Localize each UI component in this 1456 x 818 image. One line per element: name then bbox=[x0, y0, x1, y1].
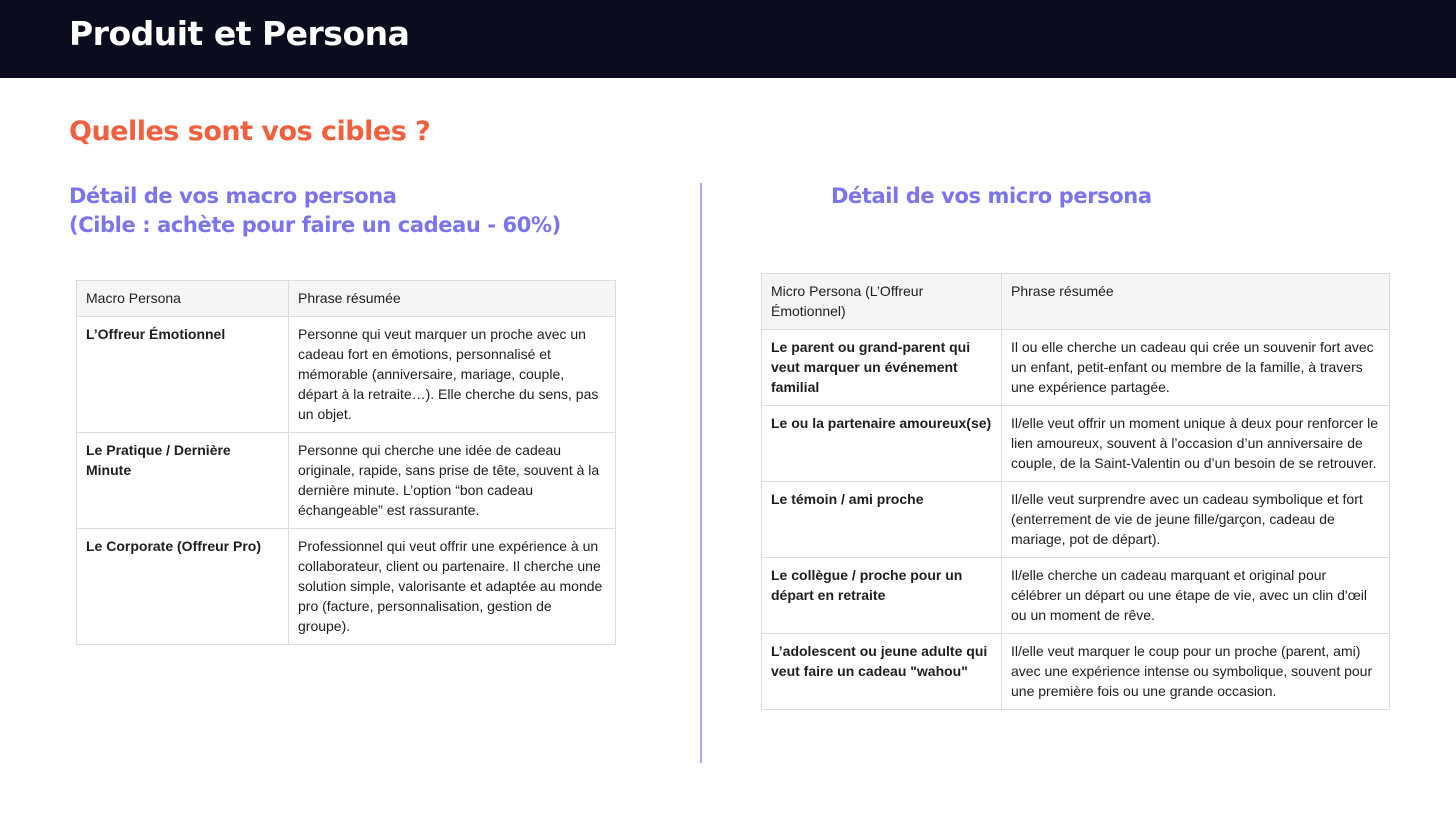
persona-name: L’Offreur Émotionnel bbox=[77, 317, 289, 433]
micro-persona-table bbox=[761, 273, 1390, 710]
vertical-divider bbox=[700, 183, 702, 763]
table-row bbox=[762, 406, 1390, 482]
column-header: Phrase résumée bbox=[289, 281, 616, 317]
persona-summary: Professionnel qui veut offrir une expérience à un collaborateur, client ou partenaire. Il cherche une solution simple, valorisante et adaptée au monde pro (facture, personnalisation, gestion de groupe). bbox=[289, 529, 616, 645]
page-title: Produit et Persona bbox=[69, 14, 410, 53]
micro-persona-heading: Détail de vos micro persona bbox=[831, 184, 1152, 208]
table-row bbox=[77, 317, 616, 433]
macro-heading-line-2: (Cible : achète pour faire un cadeau - 60%) bbox=[69, 213, 561, 237]
table-row bbox=[762, 482, 1390, 558]
persona-summary: Il/elle veut offrir un moment unique à deux pour renforcer le lien amoureux, souvent à l’occasion d’un anniversaire de couple, de la Saint-Valentin ou d’un besoin de se retrouver. bbox=[1002, 406, 1390, 482]
column-header: Phrase résumée bbox=[1002, 274, 1390, 330]
table-header-row bbox=[762, 274, 1390, 330]
column-header: Micro Persona (L’Offreur Émotionnel) bbox=[762, 274, 1002, 330]
column-header: Macro Persona bbox=[77, 281, 289, 317]
macro-heading-line-1: Détail de vos macro persona bbox=[69, 184, 397, 208]
persona-summary: Il ou elle cherche un cadeau qui crée un souvenir fort avec un enfant, petit-enfant ou membre de la famille, à travers une expérience partagée. bbox=[1002, 330, 1390, 406]
persona-summary: Il/elle veut marquer le coup pour un proche (parent, ami) avec une expérience intense ou symbolique, souvent pour une première fois ou une grande occasion. bbox=[1002, 634, 1390, 710]
persona-name: Le ou la partenaire amoureux(se) bbox=[762, 406, 1002, 482]
persona-name: Le collègue / proche pour un départ en retraite bbox=[762, 558, 1002, 634]
persona-summary: Il/elle veut surprendre avec un cadeau symbolique et fort (enterrement de vie de jeune fille/garçon, cadeau de mariage, pot de départ). bbox=[1002, 482, 1390, 558]
persona-summary: Il/elle cherche un cadeau marquant et original pour célébrer un départ ou une étape de vie, avec un clin d'œil ou un moment de rêve. bbox=[1002, 558, 1390, 634]
persona-name: Le témoin / ami proche bbox=[762, 482, 1002, 558]
table-header-row bbox=[77, 281, 616, 317]
table-row bbox=[762, 330, 1390, 406]
macro-persona-table bbox=[76, 280, 616, 645]
table-row bbox=[762, 558, 1390, 634]
table-row bbox=[762, 634, 1390, 710]
table-row bbox=[77, 529, 616, 645]
persona-name: Le Corporate (Offreur Pro) bbox=[77, 529, 289, 645]
persona-name: L’adolescent ou jeune adulte qui veut faire un cadeau "wahou" bbox=[762, 634, 1002, 710]
macro-persona-heading bbox=[69, 182, 561, 240]
section-title: Quelles sont vos cibles ? bbox=[69, 116, 431, 147]
persona-name: Le Pratique / Dernière Minute bbox=[77, 433, 289, 529]
table-row bbox=[77, 433, 616, 529]
persona-summary: Personne qui veut marquer un proche avec un cadeau fort en émotions, personnalisé et mémorable (anniversaire, mariage, couple, départ à la retraite…). Elle cherche du sens, pas un objet. bbox=[289, 317, 616, 433]
header-bar bbox=[0, 0, 1456, 78]
persona-name: Le parent ou grand-parent qui veut marquer un événement familial bbox=[762, 330, 1002, 406]
persona-summary: Personne qui cherche une idée de cadeau originale, rapide, sans prise de tête, souvent à la dernière minute. L’option “bon cadeau échangeable” est rassurante. bbox=[289, 433, 616, 529]
